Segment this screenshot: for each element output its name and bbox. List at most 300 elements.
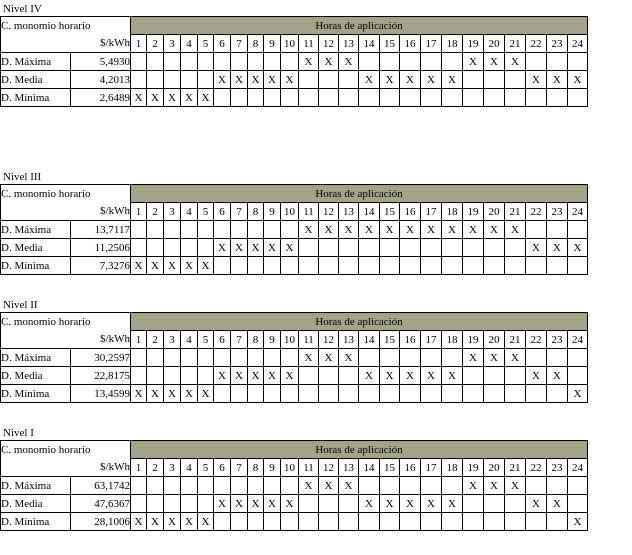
hour-cell [164,53,181,71]
hour-mark: X [505,349,526,367]
hour-mark: X [264,71,281,89]
hour-mark: X [463,477,484,495]
hour-cell [264,513,281,531]
hour-mark: X [421,71,442,89]
hours-row [1,331,588,349]
hour-mark: X [380,71,400,89]
hour-cell [380,385,400,403]
column-label: C. monomio horario [1,313,131,331]
hour-mark: X [442,221,463,239]
hour-cell [198,239,214,257]
hour-header: 5 [198,459,214,477]
hour-cell [547,257,568,275]
demand-label: D. Mínima [1,385,71,403]
hour-mark: X [319,221,339,239]
hour-header: 20 [484,203,505,221]
hour-mark: X [281,71,299,89]
hour-cell [181,71,198,89]
hour-header: 10 [281,331,299,349]
hour-cell [526,257,547,275]
hour-mark: X [147,89,164,107]
hour-cell [359,477,380,495]
hour-header: 5 [198,331,214,349]
hour-header: 2 [147,459,164,477]
hour-header: 23 [547,35,568,53]
hour-cell [568,89,588,107]
hour-mark: X [568,239,588,257]
hour-cell [319,239,339,257]
hour-header: 19 [463,459,484,477]
hour-header: 20 [484,35,505,53]
price-value: 5,4930 [71,53,131,71]
hour-mark: X [359,71,380,89]
hour-header: 9 [264,459,281,477]
hour-cell [421,513,442,531]
tariff-row [1,477,588,495]
hour-header: 16 [400,35,421,53]
hour-mark: X [214,367,231,385]
hours-row [1,35,588,53]
hour-header: 24 [568,203,588,221]
hour-cell [214,89,231,107]
hour-cell [319,367,339,385]
header-row [1,17,588,35]
hour-cell [505,239,526,257]
hour-header: 16 [400,203,421,221]
demand-label: D. Media [1,367,71,385]
hour-cell [264,221,281,239]
column-label: C. monomio horario [1,17,131,35]
price-value: 13,4599 [71,385,131,403]
hour-header: 19 [463,203,484,221]
hour-cell [547,513,568,531]
hour-cell [319,385,339,403]
hour-header: 8 [248,203,264,221]
hour-cell [131,367,147,385]
hour-mark: X [164,89,181,107]
hour-cell [164,495,181,513]
hour-header: 7 [231,331,248,349]
hour-cell [421,349,442,367]
hour-cell [359,53,380,71]
header-row [1,313,588,331]
hour-mark: X [339,221,359,239]
hour-cell [442,89,463,107]
hour-header: 14 [359,35,380,53]
hour-cell [484,257,505,275]
level-title: Nivel III [3,171,42,183]
hour-cell [281,349,299,367]
hour-header: 17 [421,459,442,477]
hour-header: 20 [484,331,505,349]
hour-cell [359,513,380,531]
hour-cell [526,385,547,403]
hour-mark: X [339,53,359,71]
hour-cell [568,257,588,275]
hour-cell [198,367,214,385]
hour-header: 12 [319,331,339,349]
hour-header: 10 [281,35,299,53]
hour-mark: X [181,89,198,107]
hour-cell [547,53,568,71]
hour-header: 15 [380,459,400,477]
hour-cell [484,239,505,257]
hour-cell [526,89,547,107]
hour-header: 10 [281,203,299,221]
hour-header: 23 [547,331,568,349]
hour-cell [319,89,339,107]
hour-header: 18 [442,35,463,53]
unit-label: $/kWh [1,459,131,477]
hour-cell [264,89,281,107]
hour-cell [264,257,281,275]
hour-cell [164,477,181,495]
hour-header: 8 [248,331,264,349]
hour-cell [463,257,484,275]
header-row [1,185,588,203]
hour-cell [281,89,299,107]
hour-header: 8 [248,459,264,477]
hour-mark: X [484,349,505,367]
hour-cell [198,53,214,71]
hour-cell [484,367,505,385]
demand-label: D. Máxima [1,349,71,367]
hour-cell [147,495,164,513]
hour-mark: X [299,477,319,495]
price-value: 63,1742 [71,477,131,495]
hour-header: 6 [214,459,231,477]
hour-header: 17 [421,35,442,53]
hour-header: 14 [359,459,380,477]
hour-cell [164,71,181,89]
hour-cell [248,513,264,531]
hour-cell [442,513,463,531]
hour-cell [526,53,547,71]
hour-header: 3 [164,203,181,221]
demand-label: D. Mínima [1,513,71,531]
hour-cell [359,385,380,403]
hour-cell [299,513,319,531]
hour-cell [198,221,214,239]
hour-mark: X [400,71,421,89]
hour-mark: X [526,71,547,89]
hour-cell [181,477,198,495]
hour-cell [264,477,281,495]
hour-mark: X [484,221,505,239]
hour-cell [463,367,484,385]
hour-cell [131,71,147,89]
hour-cell [339,257,359,275]
hour-cell [214,477,231,495]
hour-mark: X [164,513,181,531]
hour-cell [147,239,164,257]
hour-cell [547,349,568,367]
hour-mark: X [214,71,231,89]
hour-mark: X [248,71,264,89]
hour-mark: X [299,53,319,71]
hour-cell [248,477,264,495]
hour-mark: X [463,221,484,239]
hour-mark: X [442,367,463,385]
hour-header: 6 [214,331,231,349]
hour-mark: X [281,239,299,257]
hour-header: 6 [214,203,231,221]
hour-cell [299,257,319,275]
hour-header: 17 [421,203,442,221]
hour-cell [505,71,526,89]
hour-cell [181,53,198,71]
hour-mark: X [214,495,231,513]
hour-cell [198,477,214,495]
hour-cell [339,513,359,531]
price-value: 47,6367 [71,495,131,513]
tariff-table [0,16,588,107]
hour-header: 13 [339,331,359,349]
tariff-row [1,367,588,385]
hour-cell [319,257,339,275]
hour-cell [299,71,319,89]
hour-mark: X [164,257,181,275]
hour-header: 6 [214,35,231,53]
hour-header: 22 [526,203,547,221]
hour-header: 12 [319,459,339,477]
hour-header: 9 [264,203,281,221]
demand-label: D. Media [1,495,71,513]
hour-cell [400,349,421,367]
tariff-table [0,440,588,531]
hour-mark: X [380,221,400,239]
hour-mark: X [319,477,339,495]
hour-cell [505,495,526,513]
hour-header: 18 [442,459,463,477]
demand-label: D. Máxima [1,477,71,495]
hour-cell [339,71,359,89]
hour-cell [131,221,147,239]
hour-header: 9 [264,331,281,349]
hour-cell [248,349,264,367]
hour-mark: X [463,349,484,367]
hour-header: 12 [319,203,339,221]
hour-cell [568,349,588,367]
hour-header: 5 [198,35,214,53]
hour-header: 21 [505,203,526,221]
hour-mark: X [319,349,339,367]
hour-cell [147,349,164,367]
hour-cell [281,513,299,531]
hour-mark: X [147,385,164,403]
hour-mark: X [463,53,484,71]
hour-mark: X [380,367,400,385]
hour-mark: X [421,367,442,385]
hour-mark: X [421,221,442,239]
demand-label: D. Mínima [1,257,71,275]
hour-cell [421,53,442,71]
hour-cell [442,385,463,403]
hour-mark: X [319,53,339,71]
hour-mark: X [231,495,248,513]
hour-mark: X [421,495,442,513]
hour-cell [339,385,359,403]
hour-cell [181,349,198,367]
hour-cell [231,257,248,275]
hour-mark: X [214,239,231,257]
hour-header: 11 [299,331,319,349]
hour-cell [526,349,547,367]
demand-label: D. Máxima [1,53,71,71]
hour-mark: X [568,385,588,403]
hour-header: 5 [198,203,214,221]
tariff-row [1,257,588,275]
hour-mark: X [484,477,505,495]
hour-header: 15 [380,203,400,221]
hour-header: 4 [181,203,198,221]
hour-mark: X [526,367,547,385]
column-label: C. monomio horario [1,185,131,203]
hour-cell [147,71,164,89]
hour-cell [214,257,231,275]
hour-cell [299,367,319,385]
hour-mark: X [568,513,588,531]
hour-header: 23 [547,203,568,221]
hour-mark: X [400,495,421,513]
hour-cell [526,513,547,531]
hour-mark: X [299,221,319,239]
hour-cell [568,53,588,71]
hour-cell [484,89,505,107]
hour-mark: X [181,385,198,403]
hour-header: 20 [484,459,505,477]
hour-header: 13 [339,459,359,477]
hour-cell [339,239,359,257]
hour-cell [339,89,359,107]
hour-header: 13 [339,203,359,221]
hour-cell [484,495,505,513]
hour-mark: X [231,239,248,257]
hour-header: 18 [442,203,463,221]
hour-cell [463,71,484,89]
hour-cell [505,89,526,107]
hour-cell [214,349,231,367]
hour-mark: X [484,53,505,71]
hour-cell [131,53,147,71]
hour-cell [147,53,164,71]
hour-header: 11 [299,35,319,53]
hour-cell [484,385,505,403]
column-label: C. monomio horario [1,441,131,459]
hour-header: 11 [299,203,319,221]
hour-cell [299,239,319,257]
price-value: 11,2506 [71,239,131,257]
hour-cell [248,221,264,239]
unit-label: $/kWh [1,203,131,221]
hour-mark: X [547,367,568,385]
tariff-row [1,89,588,107]
hour-header: 19 [463,331,484,349]
hour-header: 2 [147,203,164,221]
price-value: 28,1006 [71,513,131,531]
hours-title: Horas de aplicación [131,441,588,459]
hour-cell [299,495,319,513]
hour-cell [568,477,588,495]
tariff-table [0,312,588,403]
hour-cell [380,89,400,107]
hour-header: 1 [131,459,147,477]
hour-mark: X [264,495,281,513]
hour-mark: X [264,367,281,385]
hour-header: 24 [568,331,588,349]
hour-header: 21 [505,331,526,349]
hour-cell [264,349,281,367]
hour-mark: X [131,89,147,107]
hour-mark: X [526,239,547,257]
hour-mark: X [248,495,264,513]
hour-cell [442,53,463,71]
hours-title: Horas de aplicación [131,17,588,35]
hour-cell [421,239,442,257]
hour-mark: X [131,513,147,531]
hour-cell [147,477,164,495]
hour-cell [568,221,588,239]
hour-header: 22 [526,459,547,477]
hour-cell [526,477,547,495]
hour-cell [248,89,264,107]
hour-mark: X [505,221,526,239]
hour-mark: X [248,367,264,385]
hour-header: 1 [131,35,147,53]
hour-header: 3 [164,35,181,53]
hour-mark: X [547,239,568,257]
hour-mark: X [339,477,359,495]
hour-cell [547,89,568,107]
hour-header: 8 [248,35,264,53]
hour-cell [505,367,526,385]
price-value: 13,7117 [71,221,131,239]
price-value: 4,2013 [71,71,131,89]
level-title: Nivel I [3,427,34,439]
hour-cell [319,513,339,531]
hour-cell [131,349,147,367]
tariff-table [0,184,588,275]
hour-mark: X [400,221,421,239]
hour-cell [214,221,231,239]
hour-cell [131,477,147,495]
hour-cell [181,495,198,513]
hour-header: 18 [442,331,463,349]
hour-header: 22 [526,35,547,53]
hour-header: 9 [264,35,281,53]
hour-header: 3 [164,459,181,477]
hour-mark: X [147,513,164,531]
hour-cell [131,495,147,513]
hour-cell [164,221,181,239]
hour-mark: X [198,385,214,403]
hour-cell [248,257,264,275]
hour-mark: X [131,257,147,275]
tariff-row [1,221,588,239]
hour-cell [568,495,588,513]
hour-cell [442,477,463,495]
hour-cell [400,477,421,495]
hour-cell [198,349,214,367]
hour-cell [400,513,421,531]
hour-cell [400,53,421,71]
hour-cell [400,239,421,257]
hour-cell [400,385,421,403]
hour-header: 24 [568,35,588,53]
hour-cell [505,385,526,403]
hour-header: 10 [281,459,299,477]
hour-header: 13 [339,35,359,53]
